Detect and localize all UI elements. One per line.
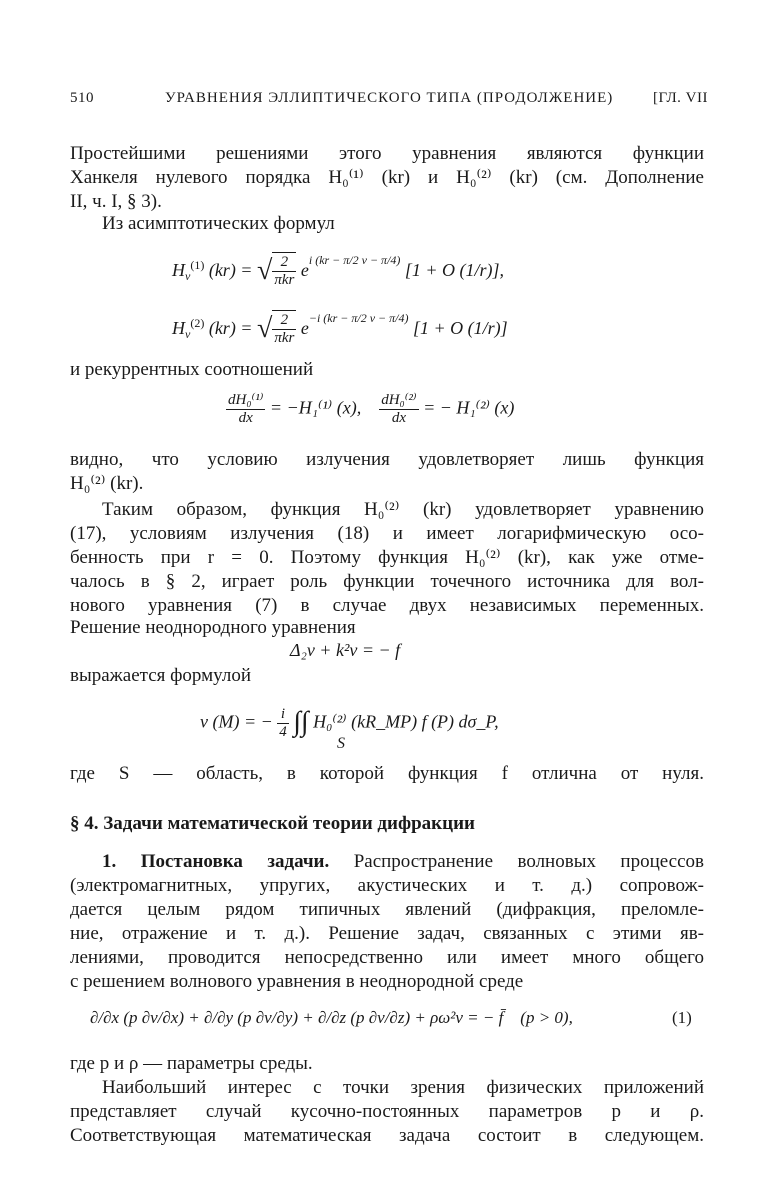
equation-helmholtz: Δ₂v + k²v = − f	[290, 640, 401, 660]
text-line: II, ч. I, § 3).	[70, 191, 162, 212]
text-line: где S — область, в которой функция f отлична от нуля.	[70, 763, 704, 784]
equation-wave: ∂/∂x (p ∂v/∂x) + ∂/∂y (p ∂v/∂y) + ∂/∂z (p ∂v/∂z) + ρω²v = − f̄ (p > 0),	[90, 1008, 573, 1027]
text-line: выражается формулой	[70, 665, 251, 686]
equation-recurrence: $\frac{\text{dH₀⁽¹⁾}}{dx}$ = −H₁⁽¹⁾ (x), $\frac{\text{dH₀⁽²⁾}}{dx}$ = − H₁⁽²⁾ (x)	[228, 392, 515, 426]
text-line: Решение неоднородного уравнения	[70, 617, 356, 638]
text-line: где p и ρ — параметры среды.	[70, 1053, 313, 1074]
text-line: ние, отражение и т. д.). Решение задач, связанных с этими яв-	[70, 923, 704, 944]
text-line: Ханкеля нулевого порядка H₀⁽¹⁾ (kr) и H₀⁽²⁾ (kr) (см. Дополнение	[70, 167, 704, 188]
section-heading: § 4. Задачи математической теории дифракции	[70, 813, 475, 834]
subsection-heading: 1. Постановка задачи.	[102, 851, 330, 872]
running-title: УРАВНЕНИЯ ЭЛЛИПТИЧЕСКОГО ТИПА (ПРОДОЛЖЕНИЕ)	[165, 90, 614, 106]
text-line: Таким образом, функция H₀⁽²⁾ (kr) удовлетворяет уравнению	[102, 499, 704, 520]
text-line: бенность при r = 0. Поэтому функция H₀⁽²⁾ (kr), как уже отме-	[70, 547, 704, 568]
text-line: (17), условиям излучения (18) и имеет логарифмическую осо-	[70, 523, 704, 544]
text-line: Наибольший интерес с точки зрения физических приложений	[102, 1077, 704, 1098]
text-line: чалось в § 2, играет роль функции точечного источника для вол-	[70, 571, 704, 592]
chapter-label: [ГЛ. VII	[652, 90, 708, 106]
text-line: лениями, проводится непосредственно или имеет много общего	[70, 947, 704, 968]
text-line: Простейшими решениями этого уравнения являются функции	[70, 143, 704, 164]
equation-solution: v (M) = − $\frac{i}{4}$ ∫∫ H₀⁽²⁾ (kR_MP) f (P) dσ_P,	[200, 706, 499, 740]
equation-asymptotic-1: $H_\nu^{(1)}$ (kr) = √ $\frac{2}{\text{πkr}}$ $e^{i (kr - \pi/2 \nu - \pi/4)}$ [1 + O (1/r)],	[172, 253, 505, 289]
text-line: и рекуррентных соотношений	[70, 359, 314, 380]
equation-number: (1)	[672, 1008, 692, 1027]
text-line: видно, что условию излучения удовлетворяет лишь функция	[70, 449, 704, 470]
text-line: с решением волнового уравнения в неоднородной среде	[70, 971, 524, 992]
text-run: Распространение волновых процессов	[353, 851, 704, 872]
text-line: Из асимптотических формул	[102, 213, 335, 234]
page-number: 510	[70, 90, 94, 106]
integration-domain-label: S	[337, 735, 345, 752]
equation-asymptotic-2: $H_\nu^{(2)}$ (kr) = √ $\frac{2}{\text{πkr}}$ $e^{-i (kr - \pi/2 \nu - \pi/4)}$ [1 + O (1/r)]	[172, 311, 508, 347]
text-line: Соответствующая математическая задача состоит в следующем.	[70, 1125, 704, 1146]
text-line: дается целым рядом типичных явлений (дифракция, преломле-	[70, 899, 704, 920]
text-line	[70, 850, 704, 874]
text-line: нового уравнения (7) в случае двух независимых переменных.	[70, 595, 704, 616]
text-line: H₀⁽²⁾ (kr).	[70, 473, 144, 494]
text-line: (электромагнитных, упругих, акустических и т. д.) сопровож-	[70, 875, 704, 896]
text-line: представляет случай кусочно-постоянных параметров p и ρ.	[70, 1101, 704, 1122]
